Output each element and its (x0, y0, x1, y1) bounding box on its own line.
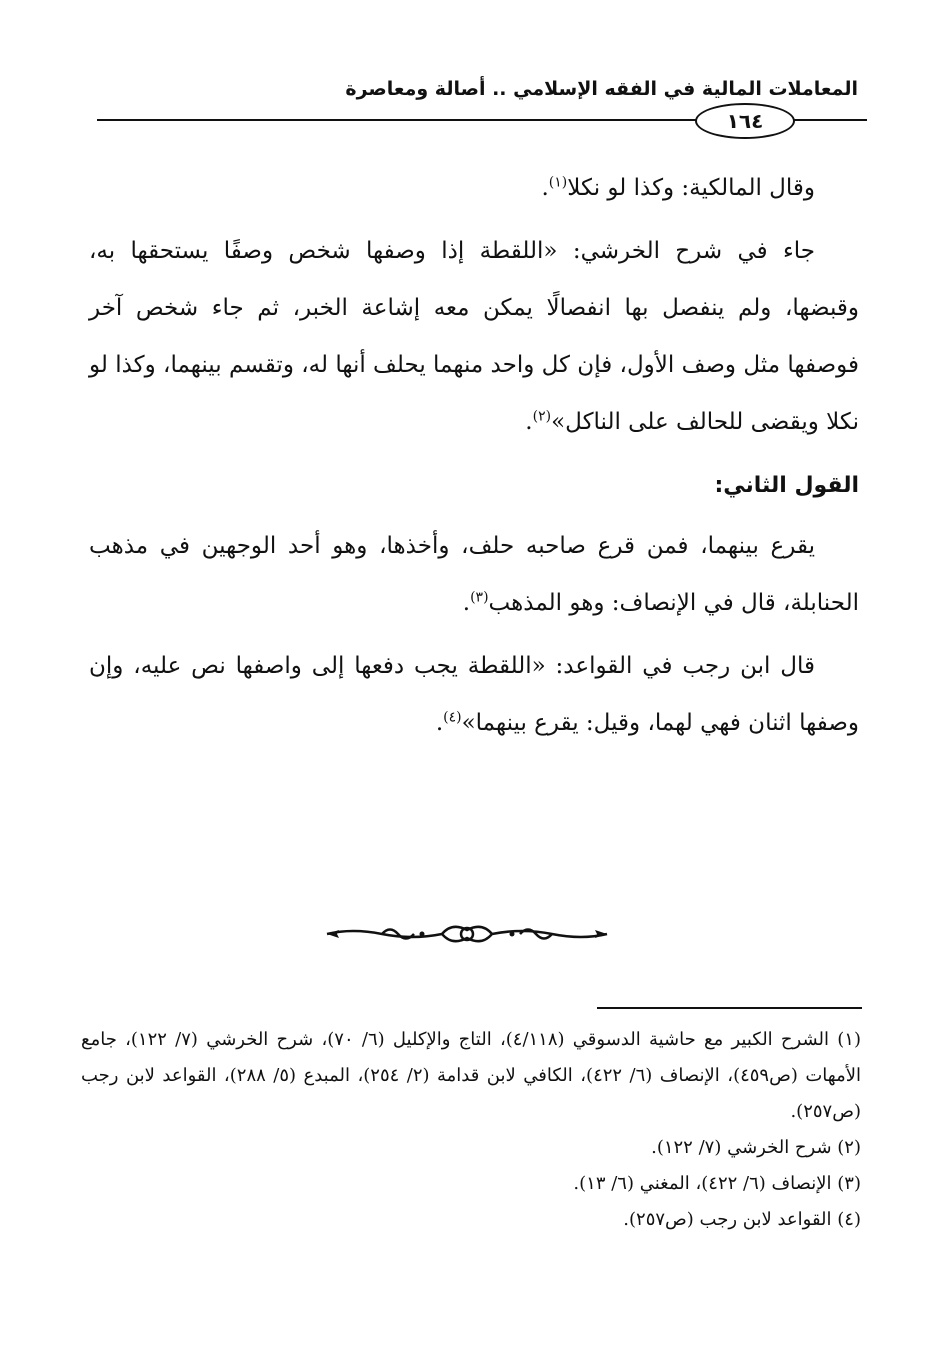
section-heading: القول الثاني: (714, 473, 859, 498)
paragraph-kharashi (89, 223, 859, 451)
paragraph-text: يقرع بينهما، فمن قرع صاحبه حلف، وأخذها، وهو أحد الوجهين في مذهب الحنابلة، قال في الإنصاف: وهو المذهب (89, 533, 859, 616)
footnote-ref: (٢) (532, 408, 552, 425)
running-title: المعاملات المالية في الفقه الإسلامي .. أصالة ومعاصرة (345, 78, 858, 100)
footnote-item: (٤) القواعد لابن رجب (ص٢٥٧). (623, 1209, 861, 1230)
footnote-item: (٢) شرح الخرشي (٧/ ١٢٢). (651, 1137, 861, 1158)
footnote-ref: (١) (548, 174, 568, 191)
paragraph-ibn-rajab (89, 638, 859, 752)
full-stop: . (435, 710, 444, 736)
paragraph-text: جاء في شرح الخرشي: «اللقطة إذا وصفها شخص وصفًا يستحقها به، وقبضها، ولم ينفصل بها انفصالًا يمكن معه إشاعة الخبر، ثم جاء شخص آخر فوصفها مثل وصف الأول، فإن كل واحد منهما يحلف أنها له، وتقسم بينهما، وكذا لو نكلا ويقضى للحالف على الناكل» (89, 238, 859, 435)
paragraph-second-opinion (89, 518, 859, 632)
full-stop: . (541, 175, 549, 201)
page-number: ١٦٤ (695, 103, 795, 139)
ornament-divider (322, 918, 612, 950)
paragraph-malikiyya (89, 160, 859, 217)
footnote-ref: (٤) (443, 709, 462, 726)
footnote-item: (١) الشرح الكبير مع حاشية الدسوقي (٤/١١٨)، التاج والإكليل (٦/ ٧٠)، شرح الخرشي (٧/ ١٢٢)، جامع الأمهات (ص٤٥٩)، الإنصاف (٦/ ٤٢٢)، الكافي لابن قدامة (٢/ ٢٥٤)، المبدع (٥/ ٢٨٨)، القواعد لابن رجب (ص٢٥٧). (81, 1029, 861, 1122)
footnotes (81, 1022, 861, 1238)
footnote-ref: (٣) (470, 589, 489, 606)
footnote-rule (597, 1007, 862, 1009)
main-text (89, 160, 859, 758)
paragraph-text: وقال المالكية: وكذا لو نكلا (567, 175, 815, 201)
full-stop: . (462, 590, 471, 616)
full-stop: . (525, 409, 533, 435)
paragraph-text: قال ابن رجب في القواعد: «اللقطة يجب دفعها إلى واصفها نص عليه، وإن وصفها اثنان فهي لهما، وقيل: يقرع بينهما» (89, 653, 859, 736)
footnote-item: (٣) الإنصاف (٦/ ٤٢٢)، المغني (٦/ ١٣). (573, 1173, 861, 1194)
